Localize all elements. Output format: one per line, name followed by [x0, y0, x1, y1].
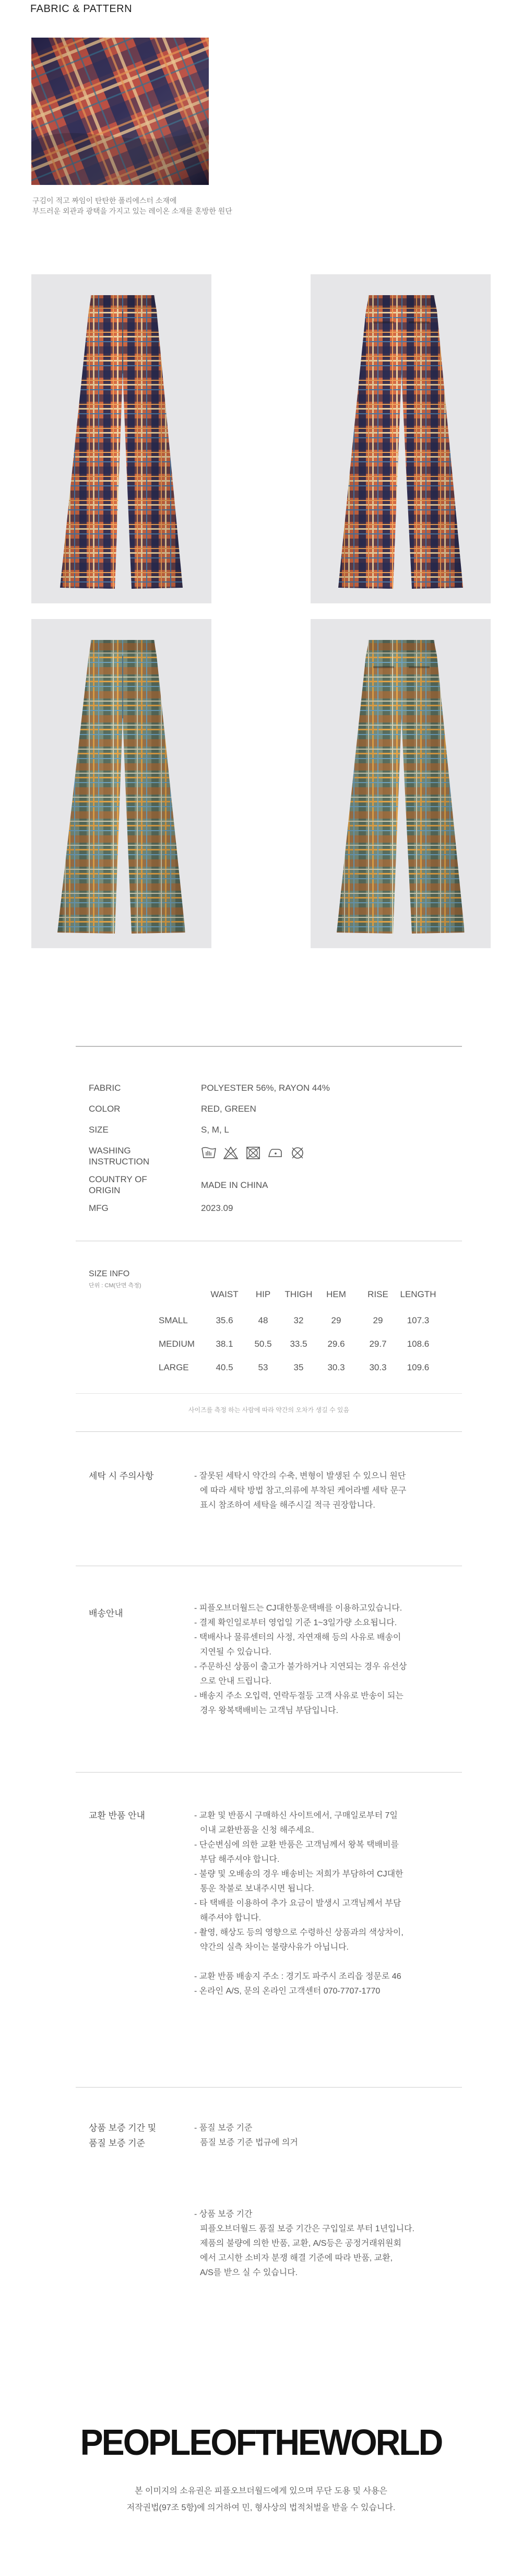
info-top-divider: [76, 1046, 462, 1047]
returns-line: [194, 1955, 460, 1969]
warranty-quality-body: [194, 2121, 460, 2150]
warranty-line: - 품질 보증 기준: [194, 2124, 253, 2132]
size-cell: 35: [293, 1362, 304, 1372]
size-cell: 48: [258, 1315, 268, 1325]
shipping-line: - 배송지 주소 오입력, 연락두절등 고객 사유로 반송이 되는: [194, 1692, 404, 1700]
size-table-divider: [76, 1393, 462, 1394]
size-col-waist: WAIST: [210, 1289, 239, 1299]
size-cell: 30.3: [369, 1362, 387, 1372]
fabric-pattern-title: FABRIC & PATTERN: [30, 3, 133, 15]
origin-label-line-2: ORIGIN: [89, 1185, 121, 1195]
size-info-unit: 단위 : CM(단면 측정): [89, 1283, 141, 1289]
size-cell: 29.6: [327, 1339, 345, 1349]
mfg-label: MFG: [89, 1203, 109, 1213]
warranty-divider: [76, 2087, 462, 2088]
returns-line: - 교환 및 반품시 구매하신 사이트에서, 구매일로부터 7일: [194, 1811, 398, 1820]
warranty-line: - 상품 보증 기간: [194, 2210, 253, 2219]
warranty-line: 에서 고시한 소비자 분쟁 해결 기준에 따라 반품, 교환,: [200, 2254, 393, 2263]
washing-label-line-2: INSTRUCTION: [89, 1157, 150, 1167]
washing-label-line-1: WASHING: [89, 1146, 131, 1156]
pants-photo-red-back: [311, 274, 491, 603]
origin-value: MADE IN CHINA: [201, 1180, 268, 1190]
pants-photo-green-back: [311, 619, 491, 948]
warranty-title-line-1: 상품 보증 기간 및: [89, 2123, 157, 2133]
returns-title: 교환 반품 안내: [89, 1811, 145, 1821]
returns-line: 약간의 실측 차이는 불량사유가 아닙니다.: [200, 1943, 349, 1952]
size-col-hem: HEM: [326, 1289, 346, 1299]
washing-notes-divider: [76, 1431, 462, 1432]
pants-photo-green-front: [31, 619, 211, 948]
returns-line: - 타 택배를 이용하여 추가 요금이 발생시 고객님께서 부담: [194, 1899, 401, 1908]
fabric-caption-line-1: 구김이 적고 짜임이 탄탄한 폴리에스터 소재에: [32, 196, 177, 205]
mfg-value: 2023.09: [201, 1203, 233, 1213]
origin-label-line-1: COUNTRY OF: [89, 1174, 147, 1184]
size-cell: 50.5: [254, 1339, 272, 1349]
color-label: COLOR: [89, 1104, 121, 1114]
shipping-line: 경우 왕복택배비는 고객님 부담입니다.: [200, 1706, 339, 1715]
returns-divider: [76, 1772, 462, 1773]
fabric-label: FABRIC: [89, 1083, 121, 1093]
size-cell: 38.1: [216, 1339, 233, 1349]
washing-note-line: 에 따라 세탁 방법 참고,의류에 부착된 케어라벨 세탁 문구: [200, 1486, 407, 1495]
warranty-period-body: [194, 2207, 460, 2280]
iron-low-icon: [267, 1146, 283, 1160]
no-bleach-icon: [223, 1146, 239, 1160]
washing-icons: [201, 1146, 310, 1160]
shipping-title: 배송안내: [89, 1608, 123, 1618]
shipping-body: [194, 1601, 460, 1718]
size-cell: 107.3: [407, 1315, 430, 1325]
size-col-length: LENGTH: [400, 1289, 436, 1299]
returns-line: - 온라인 A/S, 문의 온라인 고객센터 070-7707-1770: [194, 1987, 381, 1996]
hand-wash-icon: [201, 1146, 217, 1160]
size-value: S, M, L: [201, 1125, 229, 1135]
shipping-line: 으로 안내 드립니다.: [200, 1677, 271, 1686]
returns-line: 이내 교환반품을 신청 해주세요.: [200, 1826, 314, 1835]
size-info-title: SIZE INFO: [89, 1269, 130, 1278]
returns-line: 부담 해주셔야 합니다.: [200, 1855, 280, 1864]
size-cell: 29: [373, 1315, 383, 1325]
washing-notes-body: [194, 1469, 460, 1513]
size-row-medium-label: MEDIUM: [159, 1339, 195, 1349]
shipping-line: 지연될 수 있습니다.: [200, 1648, 271, 1657]
no-tumble-dry-icon: [245, 1146, 261, 1160]
copyright-line-2: 저작권법(97조 5항)에 의거하여 민, 형사상의 법적처벌을 받을 수 있습니다.: [126, 2503, 396, 2512]
warranty-line: 품질 보증 기준 법규에 의거: [200, 2138, 298, 2147]
copyright-line-1: 본 이미지의 소유권은 피플오브더월드에게 있으며 무단 도용 및 사용은: [135, 2487, 387, 2496]
returns-line: - 촬영, 해상도 등의 영향으로 수령하신 상품과의 색상차이,: [194, 1928, 404, 1937]
size-label: SIZE: [89, 1125, 109, 1135]
color-value: RED, GREEN: [201, 1104, 256, 1114]
size-cell: 29.7: [369, 1339, 387, 1349]
shipping-line: - 피플오브더월드는 CJ대한통운택배를 이용하고있습니다.: [194, 1604, 402, 1613]
brand-logo: PEOPLEOFTHEWORLD: [80, 2422, 442, 2463]
size-cell: 53: [258, 1362, 268, 1372]
shipping-line: - 결제 확인일로부터 영업일 기준 1~3일가량 소요됩니다.: [194, 1618, 397, 1627]
size-cell: 33.5: [290, 1339, 307, 1349]
warranty-line: A/S를 받으 실 수 있습니다.: [200, 2268, 298, 2277]
returns-line: - 불량 및 오배송의 경우 배송비는 저희가 부담하여 CJ대한: [194, 1870, 404, 1879]
washing-note-line: 표시 참조하여 세탁을 해주시길 적극 권장합니다.: [200, 1501, 375, 1510]
returns-line: - 교환 반품 배송지 주소 : 경기도 파주시 조리읍 정문로 46: [194, 1972, 401, 1981]
pants-photo-red-front: [31, 274, 211, 603]
returns-line: 통운 착불로 보내주시면 됩니다.: [200, 1884, 314, 1893]
size-col-hip: HIP: [255, 1289, 271, 1299]
warranty-line: 피플오브더월드 품질 보증 기간은 구입일로 부터 1년입니다.: [200, 2224, 414, 2233]
size-cell: 109.6: [407, 1362, 430, 1372]
size-note: 사이즈를 측정 하는 사람에 따라 약간의 오차가 생길 수 있음: [188, 1406, 350, 1414]
size-cell: 40.5: [216, 1362, 233, 1372]
fabric-value: POLYESTER 56%, RAYON 44%: [201, 1083, 330, 1093]
fabric-caption-line-2: 부드러운 외관과 광택을 가지고 있는 레이온 소재를 혼방한 원단: [32, 207, 232, 215]
size-cell: 32: [293, 1315, 304, 1325]
warranty-title-line-2: 품질 보증 기준: [89, 2138, 145, 2148]
shipping-line: - 주문하신 상품이 출고가 불가하거나 지연되는 경우 유선상: [194, 1662, 407, 1671]
size-cell: 29: [331, 1315, 341, 1325]
fabric-swatch-image: [31, 38, 209, 185]
size-cell: 35.6: [216, 1315, 233, 1325]
returns-body: [194, 1809, 460, 1999]
size-cell: 30.3: [327, 1362, 345, 1372]
returns-line: - 단순변심에 의한 교환 반품은 고객님께서 왕복 택배비를: [194, 1840, 399, 1849]
size-row-large-label: LARGE: [159, 1362, 189, 1372]
size-col-rise: RISE: [367, 1289, 388, 1299]
size-cell: 108.6: [407, 1339, 430, 1349]
size-col-thigh: THIGH: [284, 1289, 313, 1299]
washing-note-line: - 잘못된 세탁시 약간의 수축, 변형이 발생된 수 있으니 원단: [194, 1472, 406, 1481]
no-dry-clean-icon: [290, 1146, 305, 1160]
returns-line: 해주셔야 합니다.: [200, 1914, 262, 1922]
washing-notes-title: 세탁 시 주의사항: [89, 1471, 154, 1481]
warranty-line: 제품의 불량에 의한 반품, 교환, A/S등은 공정거래위원회: [200, 2239, 401, 2248]
shipping-line: - 택배사나 물류센터의 사정, 자연재해 등의 사유로 배송이: [194, 1633, 401, 1642]
size-row-small-label: SMALL: [159, 1315, 188, 1325]
